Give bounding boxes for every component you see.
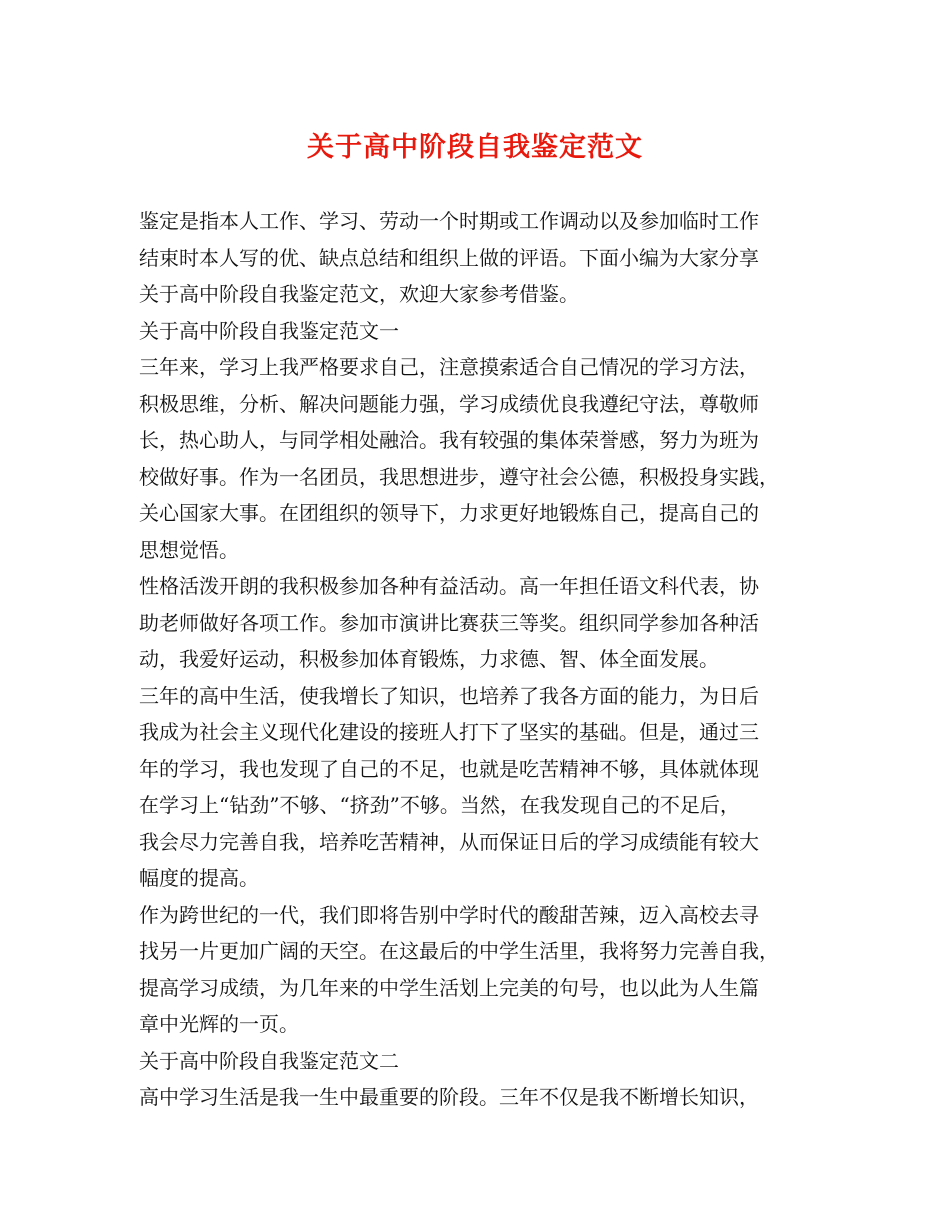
text-line: 积极思维，分析、解决问题能力强，学习成绩优良我遵纪守法，尊敬师	[139, 391, 759, 416]
section-heading-2: 关于高中阶段自我鉴定范文二	[139, 1048, 399, 1073]
text-line: 三年的高中生活，使我增长了知识，也培养了我各方面的能力，为日后	[139, 683, 759, 708]
text-line: 找另一片更加广阔的天空。在这最后的中学生活里，我将努力完善自我，	[139, 939, 779, 963]
text-line: 关心国家大事。在团组织的领导下，力求更好地锻炼自己，提高自己的	[139, 501, 759, 525]
text-line: 性格活泼开朗的我积极参加各种有益活动。高一年担任语文科代表，协	[139, 574, 759, 598]
text-line: 动，我爱好运动，积极参加体育锻炼，力求德、智、体全面发展。	[139, 647, 719, 671]
text-line: 三年来，学习上我严格要求自己，注意摸索适合自己情况的学习方法，	[139, 355, 759, 379]
text-line: 助老师做好各项工作。参加市演讲比赛获三等奖。组织同学参加各种活	[139, 610, 759, 635]
section-heading-1: 关于高中阶段自我鉴定范文一	[139, 318, 399, 343]
text-line: 我会尽力完善自我，培养吃苦精神，从而保证日后的学习成绩能有较大	[139, 829, 759, 854]
document-body	[139, 203, 819, 1116]
text-line: 在学习上“钻劲”不够、“挤劲”不够。当然，在我发现自己的不足后，	[139, 793, 740, 817]
text-line: 幅度的提高。	[139, 866, 259, 890]
text-line: 我成为社会主义现代化建设的接班人打下了坚实的基础。但是，通过三	[139, 720, 759, 744]
text-line: 提高学习成绩，为几年来的中学生活划上完美的句号，也以此为人生篇	[139, 975, 759, 1000]
text-line: 校做好事。作为一名团员，我思想进步，遵守社会公德，积极投身实践，	[139, 464, 779, 489]
text-line: 关于高中阶段自我鉴定范文，欢迎大家参考借鉴。	[139, 282, 579, 306]
text-line: 鉴定是指本人工作、学习、劳动一个时期或工作调动以及参加临时工作	[139, 209, 759, 233]
text-line: 长，热心助人，与同学相处融洽。我有较强的集体荣誉感，努力为班为	[139, 428, 759, 452]
text-line: 高中学习生活是我一生中最重要的阶段。三年不仅是我不断增长知识，	[139, 1085, 759, 1109]
text-line: 结束时本人写的优、缺点总结和组织上做的评语。下面小编为大家分享	[139, 245, 759, 270]
document-title: 关于高中阶段自我鉴定范文	[307, 132, 643, 163]
text-line: 作为跨世纪的一代，我们即将告别中学时代的酸甜苦辣，迈入高校去寻	[139, 902, 759, 927]
text-line: 年的学习，我也发现了自己的不足，也就是吃苦精神不够，具体就体现	[139, 756, 759, 781]
text-line: 思想觉悟。	[139, 537, 239, 562]
text-line: 章中光辉的一页。	[139, 1012, 299, 1036]
